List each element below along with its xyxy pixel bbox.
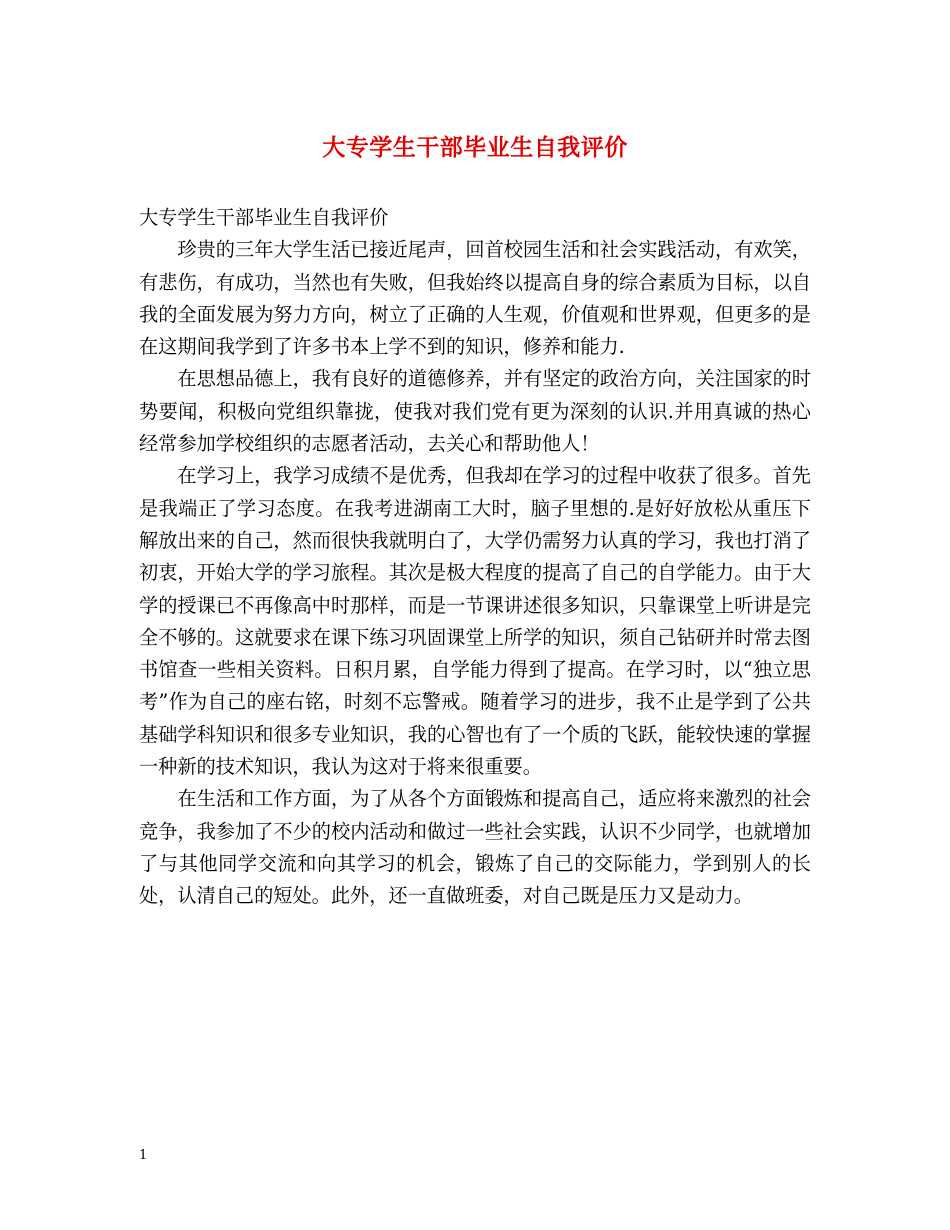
document-heading: 大专学生干部毕业生自我评价 (139, 206, 389, 229)
paragraph-intro: 珍贵的三年大学生活已接近尾声，回首校园生活和社会实践活动，有欢笑，有悲伤，有成功，当然也有失败，但我始终以提高自身的综合素质为目标，以自我的全面发展为努力方向，树立了正确的人生观，价值观和世界观，但更多的是在这期间我学到了许多书本上学不到的知识，修养和能力. (139, 238, 811, 359)
paragraph-study: 在学习上，我学习成绩不是优秀，但我却在学习的过程中收获了很多。首先是我端正了学习态度。在我考进湖南工大时，脑子里想的.是好好放松从重压下解放出来的自己，然而很快我就明白了，大学仍需努力认真的学习，我也打消了初衷，开始大学的学习旅程。其次是极大程度的提高了自己的自学能力。由于大学的授课已不再像高中时那样，而是一节课讲述很多知识，只靠课堂上听讲是完全不够的。这就要求在课下练习巩固课堂上所学的知识，须自己钻研并时常去图书馆查一些相关资料。日积月累，自学能力得到了提高。在学习时，以“独立思考”作为自己的座右铭，时刻不忘警戒。随着学习的进步，我不止是学到了公共基础学科知识和很多专业知识，我的心智也有了一个质的飞跃，能较快速的掌握一种新的技术知识，我认为这对于将来很重要。 (139, 464, 811, 779)
document-title: 大专学生干部毕业生自我评价 (322, 134, 628, 161)
paragraph-ideology: 在思想品德上，我有良好的道德修养，并有坚定的政治方向，关注国家的时势要闻，积极向党组织靠拢，使我对我们党有更为深刻的认识.并用真诚的热心经常参加学校组织的志愿者活动，去关心和帮助他人！ (139, 367, 811, 456)
paragraph-life-work: 在生活和工作方面，为了从各个方面锻炼和提高自己，适应将来激烈的社会竞争，我参加了不少的校内活动和做过一些社会实践，认识不少同学，也就增加了与其他同学交流和向其学习的机会，锻炼了自己的交际能力，学到别人的长处，认清自己的短处。此外，还一直做班委，对自己既是压力又是动力。 (139, 787, 811, 908)
document-body (139, 202, 811, 913)
page-number: 1 (139, 1148, 148, 1163)
